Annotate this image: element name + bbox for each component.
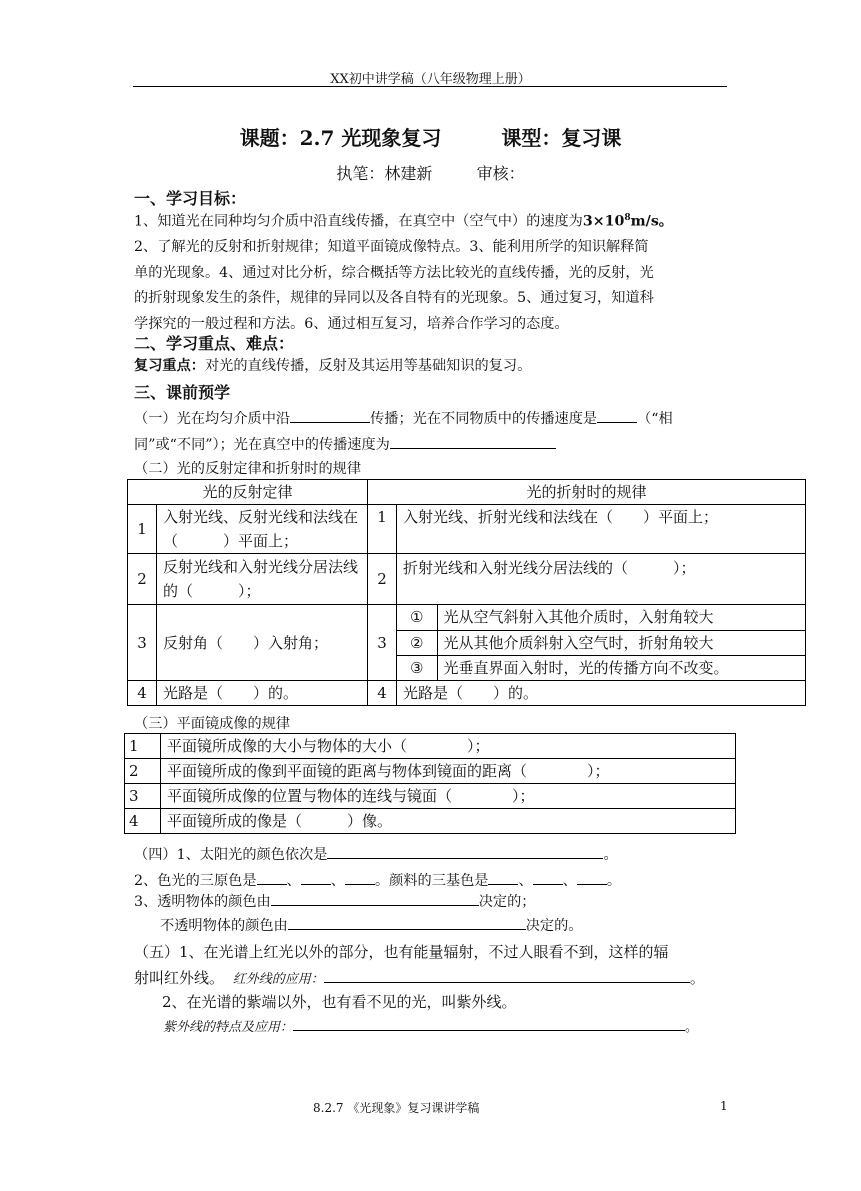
part1-text-d: 同”或“不同”）；光在真空中的传播速度为 [134,437,390,453]
lesson-topic: 课题：2.7 光现象复习 [239,126,442,150]
table-row [125,759,736,784]
speed-exponent: 8 [624,213,631,223]
mirror-rule-3: 平面镜所成像的位置与物体的连线与镜面（ ）； [161,784,736,809]
blank-light-primary-2[interactable] [301,870,331,885]
goals-line-1: 1、知道光在同种均匀介质中沿直线传播，在真空中（空气中）的速度为 [134,213,583,230]
header-rule [133,86,727,87]
blank-transparent-color[interactable] [271,891,479,906]
refraction-sub-1: 光从空气斜射入其他介质时，入射角较大 [437,605,805,630]
goals-text [134,206,673,337]
refraction-rule-4: 光路是（ ）的。 [397,681,806,706]
reflection-rule-3: 反射角（ ）入射角； [157,605,368,681]
reviewer: 审核： [476,164,525,183]
period: 。 [603,847,618,863]
row-number: 4 [128,681,157,706]
part5-line3: 2、在光谱的紫端以外，也有看不见的光，叫紫外线。 [162,993,517,1011]
blank-opaque-color[interactable] [288,915,526,930]
sunlight-colors-label: （四）1、太阳光的颜色依次是 [134,847,328,863]
refraction-header: 光的折射时的规律 [368,480,806,505]
speed-unit: m/s。 [630,213,673,230]
table-row [125,784,736,809]
part5-line1: （五）1、在光谱上红光以外的部分，也有能量辐射，不过人眼看不到，这样的辐 [134,943,669,961]
table-row [128,505,806,554]
page-number: 1 [720,1099,728,1113]
row-number: 1 [368,505,397,554]
mirror-rule-2: 平面镜所成的像到平面镜的距离与物体到镜面的距离（ ）； [161,759,736,784]
row-number: 1 [125,734,161,759]
period: 。 [685,1020,699,1035]
mirror-rule-4: 平面镜所成的像是（ ）像。 [161,809,736,834]
focus-heading: 二、学习重点、难点： [134,334,295,353]
goals-line-3: 单的光现象。4、通过对比分析，综合概括等方法比较光的直线传播，光的反射，光 [134,264,654,281]
separator: 、 [330,873,345,889]
blank-pigment-primary-3[interactable] [577,870,607,885]
row-number: 2 [368,554,397,605]
mirror-table [124,733,736,834]
part5-line4 [163,1016,698,1035]
circle-mark-1: ① [397,605,437,630]
pigment-primary-label: 。颜料的三基色是 [374,873,489,889]
speed-value: 3×10 [582,213,625,230]
blank-pigment-primary-1[interactable] [488,870,518,885]
part4-line3 [134,891,535,911]
reflection-refraction-table [127,479,806,706]
blank-propagation[interactable] [290,408,370,423]
table-row [125,809,736,834]
lesson-type: 课型：复习课 [501,126,622,150]
goals-heading: 一、学习目标： [134,189,247,208]
goals-line-4: 的折射现象发生的条件，规律的异同以及各自特有的光现象。5、通过复习，知道科 [134,290,654,307]
reflection-header: 光的反射定律 [128,480,368,505]
blank-ultraviolet-uses[interactable] [293,1016,685,1031]
separator: 、 [562,873,577,889]
refraction-sub-3: 光垂直界面入射时，光的传播方向不改变。 [437,655,805,680]
goals-line-2: 2、了解光的反射和折射规律；知道平面镜成像特点。3、能利用所学的知识解释简 [134,239,649,256]
circle-mark-2: ② [397,630,437,655]
row-number: 1 [128,505,157,554]
writer: 执笔：林建新 [336,164,433,183]
part1-line2 [134,434,556,454]
separator: 、 [286,873,301,889]
row-number: 3 [368,605,397,681]
primary-light-label: 2、色光的三原色是 [134,873,257,889]
part2-heading: （二）光的反射定律和折射时的规律 [134,461,362,477]
infrared-uses-label: 红外线的应用： [232,972,324,987]
row-number: 4 [125,809,161,834]
row-number: 2 [128,554,157,605]
focus-text [134,354,531,380]
part1-line1 [134,408,673,428]
infrared-definition: 射叫红外线。 [134,969,225,987]
reflection-rule-2: 反射光线和入射光线分居法线的（ ）； [157,554,368,605]
part3-heading: （三）平面镜成像的规律 [134,716,291,732]
reflection-rule-4: 光路是（ ）的。 [157,681,368,706]
opaque-color-label: 不透明物体的颜色由 [160,918,288,934]
row-number: 3 [125,784,161,809]
opaque-color-suffix: 决定的。 [525,918,583,934]
goals-line-5: 学探究的一般过程和方法。6、通过相互复习，培养合作学习的态度。 [134,315,569,332]
reflection-rule-1: 入射光线、反射光线和法线在（ ）平面上； [157,505,368,554]
lesson-title [0,122,861,151]
table-row [128,681,806,706]
blank-infrared-uses[interactable] [324,968,690,983]
refraction-subtable [397,605,805,680]
part1-text-c: （“相 [637,411,673,427]
blank-light-primary-3[interactable] [345,870,375,885]
refraction-rule-1: 入射光线、折射光线和法线在（ ）平面上； [397,505,806,554]
ultraviolet-label: 紫外线的特点及应用： [163,1020,294,1035]
footer-title: 8.2.7 《光现象》复习课讲学稿 [313,1101,480,1115]
blank-vacuum-speed[interactable] [390,434,556,449]
page-header: XX初中讲学稿（八年级物理上册） [330,72,531,87]
transparent-color-label: 3、透明物体的颜色由 [134,894,271,910]
transparent-color-suffix: 决定的； [478,894,536,910]
row-number: 2 [125,759,161,784]
part4-line4 [160,915,582,935]
part1-text-b: 传播；光在不同物质中的传播速度是 [370,411,598,427]
table-row [128,605,806,681]
blank-light-primary-1[interactable] [257,870,287,885]
refraction-rule-3 [397,605,806,681]
table-row [125,734,736,759]
part5-line2 [134,967,705,988]
part4-line1 [134,844,618,864]
authors-line [0,161,861,184]
circle-mark-3: ③ [397,655,437,680]
focus-label: 复习重点： [134,358,205,374]
refraction-rule-2: 折射光线和入射光线分居法线的（ ）； [397,554,806,605]
refraction-sub-2: 光从其他介质斜射入空气时，折射角较大 [437,630,805,655]
row-number: 4 [368,681,397,706]
period: 。 [606,873,622,889]
blank-pigment-primary-2[interactable] [533,870,563,885]
blank-speed-same[interactable] [597,408,637,423]
blank-sunlight-colors[interactable] [327,844,603,859]
part4-line2 [134,870,621,890]
table-header-row [128,480,806,505]
part1-text-a: （一）光在均匀介质中沿 [134,411,291,427]
preview-heading: 三、课前预学 [134,383,231,402]
separator: 、 [518,873,533,889]
mirror-rule-1: 平面镜所成像的大小与物体的大小（ ）； [161,734,736,759]
period: 。 [689,969,705,987]
row-number: 3 [128,605,157,681]
table-row [128,554,806,605]
focus-content: 对光的直线传播，反射及其运用等基础知识的复习。 [204,358,532,374]
